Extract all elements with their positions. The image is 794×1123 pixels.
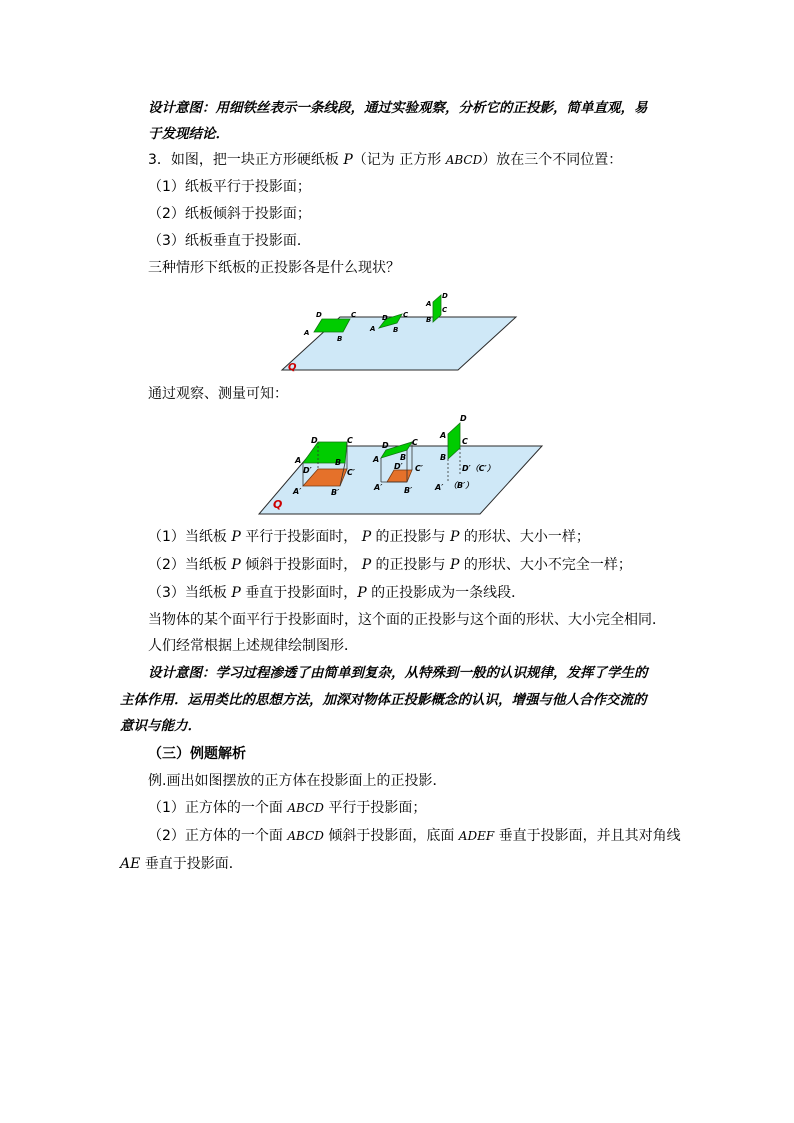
text-part: 平行于投影面； xyxy=(323,800,427,816)
design-intent-2-line2: 主体作用．运用类比的思想方法，加深对物体正投影概念的认识，增强与他人合作交流的 xyxy=(120,692,647,708)
var-p: P xyxy=(357,585,367,601)
var-adef: ADEF xyxy=(458,829,495,843)
label-c: C xyxy=(442,306,448,314)
var-p: P xyxy=(361,557,372,573)
label-b: B xyxy=(400,453,407,462)
var-ae: AE xyxy=(120,856,141,872)
text-part: （1）正方体的一个面 xyxy=(148,800,288,816)
text-part: 倾斜于投影面时， xyxy=(240,557,362,573)
label-a: A xyxy=(440,431,447,440)
item3-part: ）放在三个不同位置： xyxy=(482,152,623,168)
label-d-prime: D′ xyxy=(394,462,403,471)
design-intent-2-line1 xyxy=(148,663,648,683)
conclusion-2 xyxy=(148,555,632,575)
label-c-prime: C′ xyxy=(347,468,355,477)
label-b: B xyxy=(335,458,342,467)
label-a: A xyxy=(295,456,302,465)
design-intent-1-line1 xyxy=(148,98,648,118)
intent-text: 学习过程渗透了由简单到复杂，从特殊到一般的认识规律，发挥了学生的 xyxy=(215,665,648,681)
label-d: D xyxy=(442,292,448,300)
item3-part: 3．如图，把一块正方形硬纸板 xyxy=(148,152,344,168)
text-part: 的正投影成为一条线段． xyxy=(366,585,526,601)
label-c: C xyxy=(403,311,409,319)
label-a: A xyxy=(373,455,380,464)
intent-label: 设计意图： xyxy=(148,665,216,681)
conclusion-3 xyxy=(148,583,525,603)
text-part: 的正投影与 xyxy=(371,557,451,573)
position-1: （1）纸板平行于投影面； xyxy=(148,179,311,195)
text-part: （2）正方体的一个面 xyxy=(148,828,288,844)
label-c: C xyxy=(347,436,353,445)
var-abcd: ABCD xyxy=(445,153,483,167)
var-p: P xyxy=(231,529,241,545)
label-a-prime: A′ xyxy=(374,483,383,492)
text-part: 平行于投影面时， xyxy=(240,529,362,545)
text-part: 垂直于投影面时， xyxy=(240,585,358,601)
text-part: 的正投影与 xyxy=(371,529,451,545)
figure-board-positions xyxy=(260,290,530,380)
example-part-2 xyxy=(148,826,681,846)
intent-label: 设计意图： xyxy=(148,100,216,116)
label-c: C xyxy=(351,311,357,319)
text-part: （1）当纸板 xyxy=(148,529,232,545)
figure-projections xyxy=(255,410,545,518)
section-title: （三）例题解析 xyxy=(148,746,246,762)
label-c: C xyxy=(412,438,418,447)
var-p: P xyxy=(343,152,353,168)
label-a: A xyxy=(426,300,432,308)
item-3-text xyxy=(148,150,622,170)
label-d: D xyxy=(382,441,389,450)
projection-plane-q xyxy=(282,317,516,370)
label-b: B xyxy=(393,326,399,334)
label-a: A xyxy=(304,329,310,337)
example-intro: 例.画出如图摆放的正方体在投影面上的正投影． xyxy=(148,773,447,789)
design-intent-1-line2: 于发现结论． xyxy=(148,126,229,142)
text-part: 的形状、大小一样； xyxy=(459,529,590,545)
example-part-2-cont xyxy=(120,854,243,874)
var-abcd: ABCD xyxy=(287,829,324,843)
rule-2: 人们经常根据上述规律绘制图形． xyxy=(148,638,358,654)
label-b-prime: B′ xyxy=(404,486,413,495)
design-intent-2-line3: 意识与能力． xyxy=(120,718,201,734)
label-d: D xyxy=(316,311,322,319)
item3-part: （记为 正方形 xyxy=(352,152,446,168)
label-a-prime: A′ xyxy=(293,487,302,496)
text-part: 倾斜于投影面，底面 xyxy=(323,828,459,844)
text-part: 垂直于投影面． xyxy=(140,856,243,872)
label-c: C xyxy=(462,437,468,446)
var-p: P xyxy=(231,585,241,601)
label-q: Q xyxy=(273,498,283,511)
var-p: P xyxy=(450,557,460,573)
label-c-prime: C′ xyxy=(415,464,423,473)
text-part: 垂直于投影面，并且其对角线 xyxy=(494,828,681,844)
position-2: （2）纸板倾斜于投影面； xyxy=(148,206,311,222)
text-part: （3）当纸板 xyxy=(148,585,232,601)
label-a: A xyxy=(370,325,376,333)
text-part: 的形状、大小不完全一样； xyxy=(459,557,632,573)
var-p: P xyxy=(450,529,460,545)
label-d: D xyxy=(460,414,467,423)
var-p: P xyxy=(231,557,241,573)
text-part: （2）当纸板 xyxy=(148,557,232,573)
label-a-prime: A′ xyxy=(435,483,444,492)
example-part-1 xyxy=(148,798,426,818)
label-b: B xyxy=(440,453,447,462)
label-b: B xyxy=(426,316,432,324)
intent-text: 用细铁丝表示一条线段，通过实验观察，分析它的正投影，简单直观，易 xyxy=(215,100,648,116)
var-p: P xyxy=(361,529,372,545)
rule-1: 当物体的某个面平行于投影面时，这个面的正投影与这个面的形状、大小完全相同． xyxy=(148,612,666,628)
conclusion-1 xyxy=(148,527,590,547)
label-d: D xyxy=(311,436,318,445)
label-b-prime-paren: （B′） xyxy=(449,481,474,490)
position-3: （3）纸板垂直于投影面． xyxy=(148,233,311,249)
label-d-c-prime: D′（C′） xyxy=(462,464,495,473)
label-b: B xyxy=(337,335,343,343)
label-b-prime: B′ xyxy=(331,488,340,497)
question: 三种情形下纸板的正投影各是什么现状？ xyxy=(148,260,400,276)
observe-text: 通过观察、测量可知： xyxy=(148,386,288,402)
label-d: D xyxy=(382,314,388,322)
label-d-prime: D′ xyxy=(303,466,312,475)
var-abcd: ABCD xyxy=(287,801,324,815)
label-q: Q xyxy=(288,362,297,373)
